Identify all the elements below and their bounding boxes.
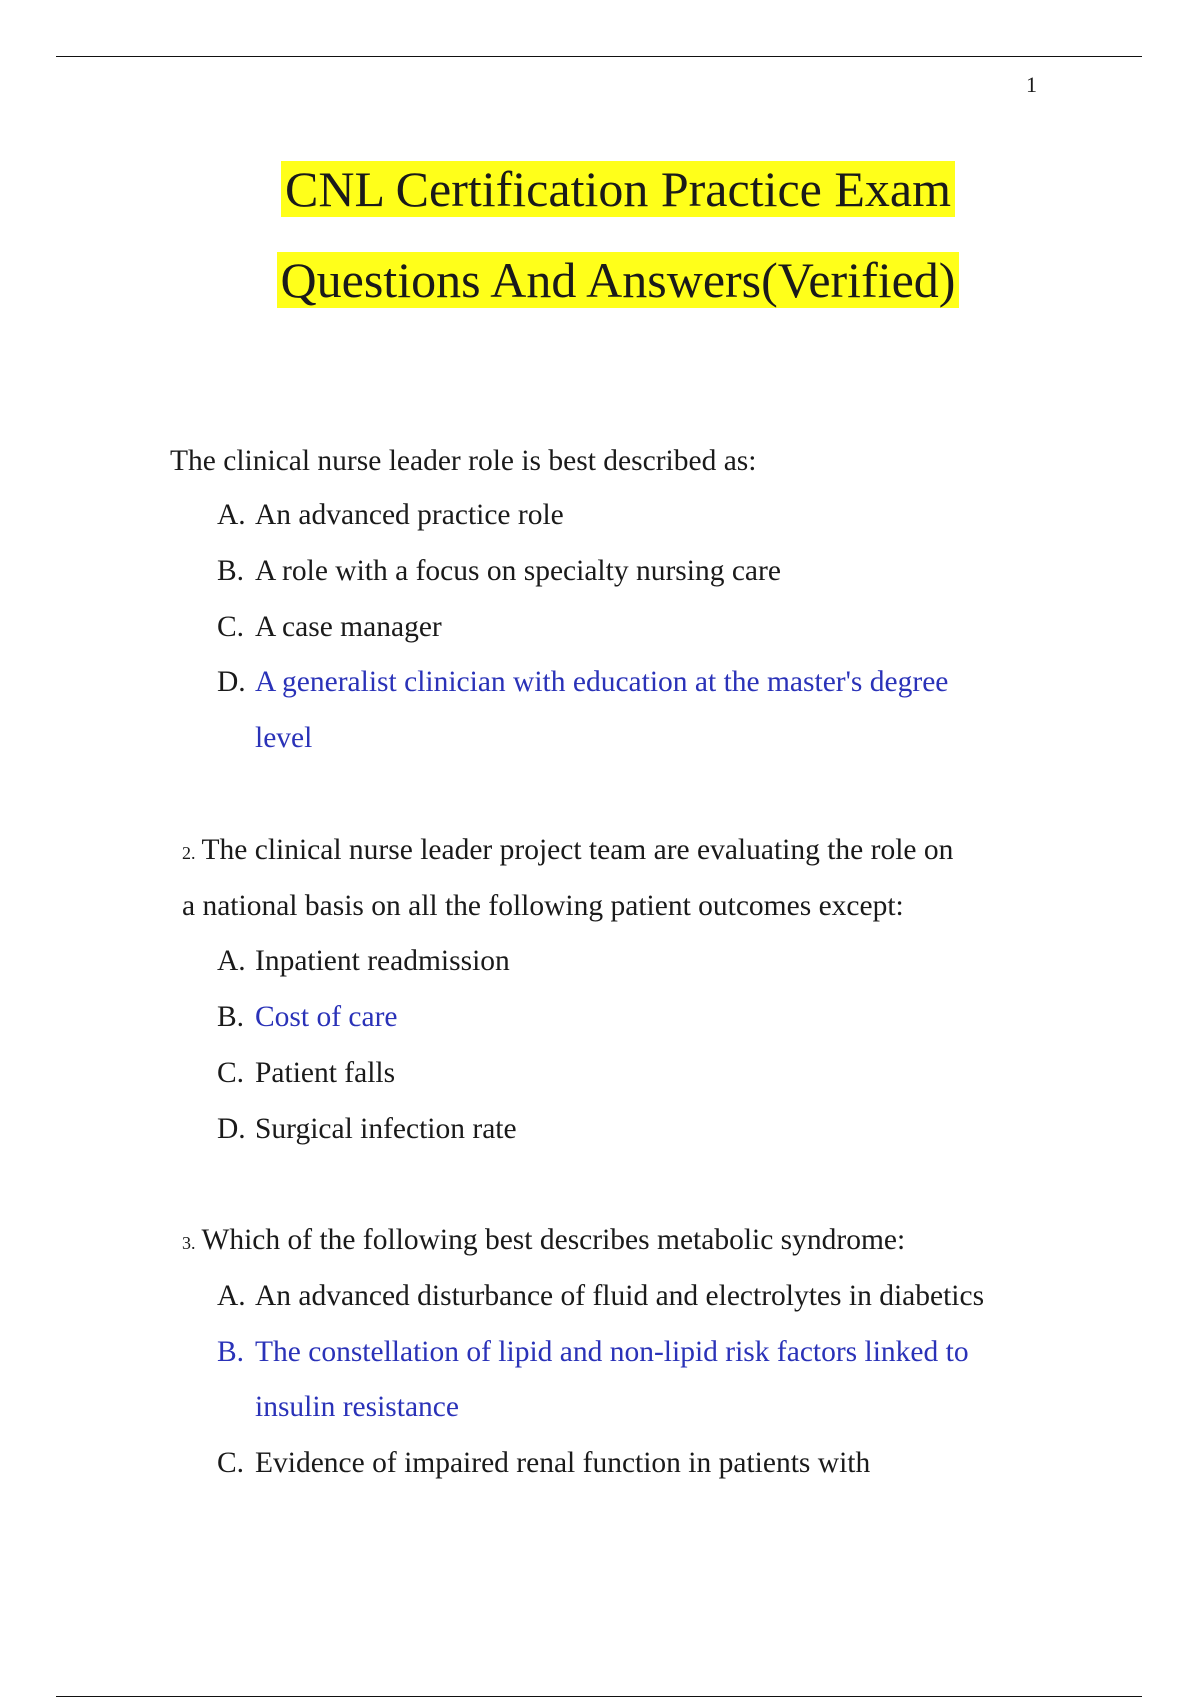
page-title-line-2 (0, 249, 1200, 311)
option-letter: C. (217, 611, 245, 643)
question-1-option-c (217, 607, 442, 647)
header-rule (56, 56, 1142, 57)
question-number: 3. (182, 1233, 196, 1253)
correct-answer-text: A generalist clinician with education at the master's degree (255, 666, 949, 698)
option-letter: B. (217, 1001, 245, 1033)
correct-answer-continuation: level (255, 722, 313, 754)
option-letter: A. (217, 1280, 246, 1312)
page-title-line-1 (0, 158, 1200, 220)
page-number: 1 (1026, 72, 1037, 97)
question-2-text-line-2: a national basis on all the following patient outcomes except: (182, 890, 904, 922)
question-2-option-b (217, 997, 398, 1037)
option-text: An advanced disturbance of fluid and electrolytes in diabetics (255, 1280, 985, 1312)
question-1-option-d (217, 662, 948, 702)
option-letter: B. (217, 555, 245, 587)
question-text: The clinical nurse leader project team are evaluating the role on (201, 834, 954, 866)
question-text: Which of the following best describes metabolic syndrome: (201, 1224, 906, 1256)
option-letter: A. (217, 499, 246, 531)
footer-rule (56, 1696, 1142, 1697)
option-letter: A. (217, 945, 246, 977)
option-letter: B. (217, 1336, 245, 1368)
question-2-option-c (217, 1053, 395, 1093)
correct-answer-continuation: insulin resistance (255, 1391, 459, 1423)
question-1-option-b (217, 551, 781, 591)
title-highlight-1: CNL Certification Practice Exam (281, 161, 955, 217)
option-text: Evidence of impaired renal function in patients with (255, 1447, 871, 1479)
question-number: 2. (182, 843, 196, 863)
option-letter: C. (217, 1057, 245, 1089)
option-text: Patient falls (255, 1057, 396, 1089)
option-letter: D. (217, 666, 246, 698)
title-highlight-2: Questions And Answers(Verified) (277, 252, 960, 308)
option-letter: C. (217, 1447, 245, 1479)
option-text: Surgical infection rate (255, 1113, 517, 1145)
option-letter: D. (217, 1113, 246, 1145)
question-3-option-c (217, 1443, 870, 1483)
option-text: A case manager (255, 611, 442, 643)
question-2-option-d (217, 1109, 517, 1149)
option-text: Inpatient readmission (255, 945, 510, 977)
question-1-text: The clinical nurse leader role is best described as: (170, 445, 757, 477)
option-text: A role with a focus on specialty nursing care (255, 555, 781, 587)
question-3-option-b (217, 1332, 969, 1372)
question-1-option-a (217, 495, 564, 535)
question-3-text (182, 1220, 905, 1263)
question-2-option-a (217, 941, 510, 981)
correct-answer-text: Cost of care (255, 1001, 398, 1033)
option-text: An advanced practice role (255, 499, 564, 531)
question-2-text-line-1 (182, 830, 953, 873)
correct-answer-text: The constellation of lipid and non-lipid risk factors linked to (255, 1336, 969, 1368)
question-3-option-a (217, 1276, 984, 1316)
